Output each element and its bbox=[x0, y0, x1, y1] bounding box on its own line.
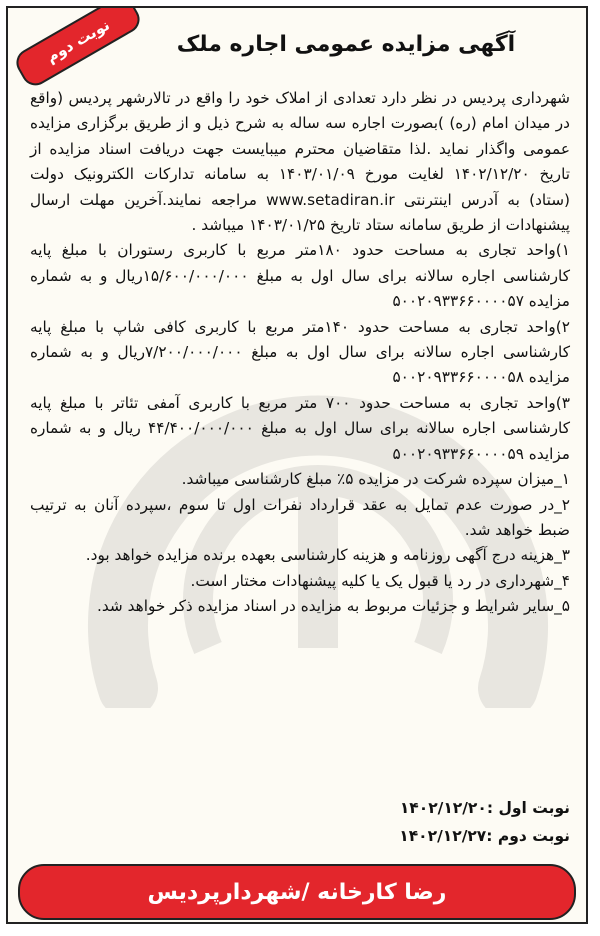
item-2: ۲)واحد تجاری به مساحت حدود ۱۴۰متر مربع با کاربری کافی شاپ با مبلغ پایه کارشناسی اجاره سالانه برای سال اول به مبلغ ۷/۲۰۰/۰۰۰/۰۰۰ریال و به شماره مزایده ۵۰۰۲۰۹۳۳۶۶۰۰۰۰۵۸ bbox=[30, 317, 571, 387]
notice-title: آگهی مزایده عمومی اجاره ملک bbox=[176, 32, 516, 57]
condition-1: ۱_میزان سپرده شرکت در مزایده ۵٪ مبلغ کارشناسی میباشد. bbox=[181, 470, 570, 489]
publication-dates bbox=[30, 794, 570, 850]
condition-5: ۵_سایر شرایط و جزئیات مربوط به مزایده در اسناد مزایده ذکر خواهد شد. bbox=[97, 597, 570, 616]
notice-body bbox=[30, 86, 570, 620]
condition-4: ۴_شهرداری در رد یا قبول یک یا کلیه پیشنهادات مختار است. bbox=[190, 571, 570, 590]
item-3: ۳)واحد تجاری به مساحت حدود ۷۰۰ متر مربع با کاربری آمفی تئاتر با مبلغ پایه کارشناسی اجاره سالانه برای سال اول به مبلغ ۴۴/۴۰۰/۰۰۰/۰۰۰ ریال و به شماره مزایده ۵۰۰۲۰۹۳۳۶۶۰۰۰۰۵۹ bbox=[30, 393, 570, 463]
notice-frame bbox=[6, 6, 588, 924]
condition-3: ۳_هزینه درج آگهی روزنامه و هزینه کارشناسی بعهده برنده مزایده خواهد بود. bbox=[85, 546, 570, 565]
condition-2: ۲_در صورت عدم تمایل به عقد قرارداد نفرات اول تا سوم ،سپرده آنان به ترتیب ضبط خواهد شد. bbox=[30, 495, 570, 539]
second-round-date: نوبت دوم :۱۴۰۲/۱۲/۲۷ bbox=[399, 827, 570, 845]
first-round-date: نوبت اول :۱۴۰۲/۱۲/۲۰ bbox=[399, 799, 570, 817]
item-1: ۱)واحد تجاری به مساحت حدود ۱۸۰متر مربع با کاربری رستوران با مبلغ پایه کارشناسی اجاره سالانه برای سال اول به مبلغ ۱۵/۶۰۰/۰۰۰/۰۰۰ریال و به شماره مزایده ۵۰۰۲۰۹۳۳۶۶۰۰۰۰۵۷ bbox=[30, 241, 570, 311]
second-round-badge: نوبت دوم bbox=[11, 6, 144, 90]
intro-paragraph: شهرداری پردیس در نظر دارد تعدادی از املاک خود را واقع در تالارشهر پردیس (واقع در میدان امام (ره) )بصورت اجاره سه ساله به شرح ذیل و از طریق برگزاری مزایده عمومی واگذار نماید .لذا متقاضیان محترم میبایست جهت دریافت اسناد مزایده از تاریخ ۱۴۰۲/۱۲/۲۰ لغایت مورخ ۱۴۰۳/۰۱/۰۹ به سامانه تدارکات الکترونیک دولت (ستاد) به آدرس اینترنتی www.setadiran.ir مراجعه نمایند.آخرین مهلت ارسال پیشنهادات از طریق سامانه ستاد تاریخ ۱۴۰۳/۰۱/۲۵ میباشد . bbox=[30, 89, 570, 235]
mayor-signature-banner: رضا کارخانه /شهردارپردیس bbox=[18, 864, 576, 920]
